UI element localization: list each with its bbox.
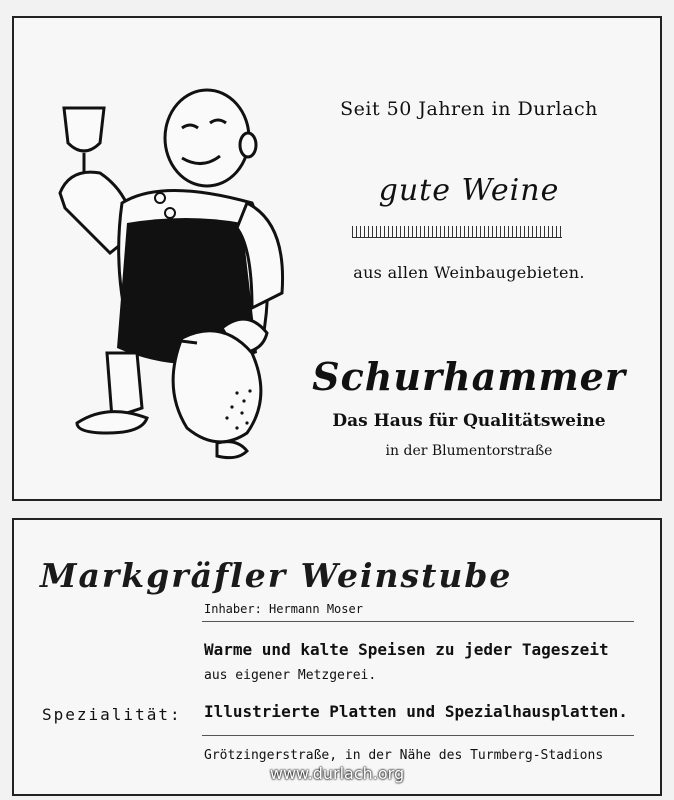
watermark: www.durlach.org bbox=[269, 764, 405, 783]
tagline: Das Haus für Qualitätsweine bbox=[332, 411, 606, 431]
divider-bottom bbox=[202, 735, 634, 736]
headline: gute Weine bbox=[378, 173, 560, 208]
specialty-label: Spezialität: bbox=[42, 705, 182, 724]
since-text: Seit 50 Jahren in Durlach bbox=[340, 98, 598, 120]
wine-tavern-ad bbox=[12, 518, 662, 796]
specialty-text: Illustrierte Platten und Spezialhausplatten. bbox=[204, 702, 628, 721]
wine-shop-ad bbox=[12, 16, 662, 501]
owner-text: Inhaber: Hermann Moser bbox=[204, 602, 363, 616]
meals-text: Warme und kalte Speisen zu jeder Tageszeit bbox=[204, 640, 609, 659]
butchery-text: aus eigener Metzgerei. bbox=[204, 668, 377, 683]
street-text: in der Blumentorstraße bbox=[385, 443, 553, 459]
hatch-divider bbox=[352, 226, 562, 238]
brand-name: Schurhammer bbox=[312, 354, 626, 399]
address-text: Grötzingerstraße, in der Nähe des Turmberg-Stadions bbox=[204, 748, 604, 763]
waiter-illustration bbox=[32, 73, 292, 468]
divider-top bbox=[202, 621, 634, 622]
tavern-title: Markgräfler Weinstube bbox=[40, 556, 513, 595]
regions-text: aus allen Weinbaugebieten. bbox=[353, 263, 585, 282]
